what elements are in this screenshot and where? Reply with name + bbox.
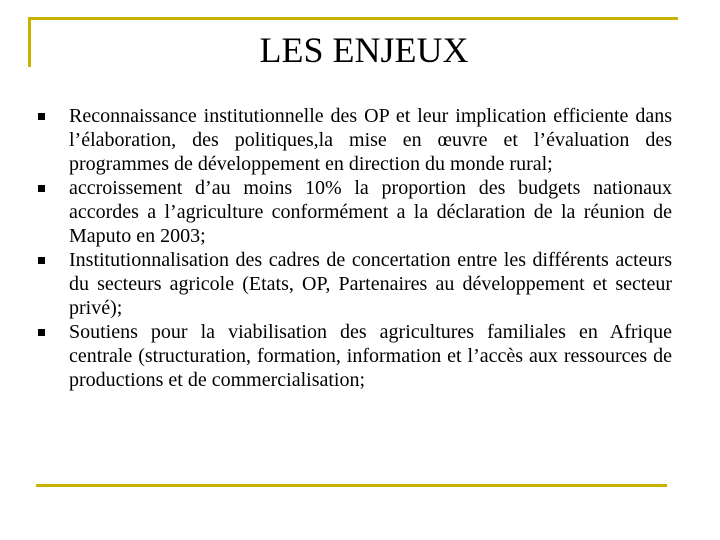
- square-bullet-icon: [38, 329, 45, 336]
- bullet-text: Reconnaissance institutionnelle des OP et leur implication efficiente dans l’élaboration, des politiques,la mise en œuvre et l’évaluation des programmes de développement en direction du monde rural;: [69, 105, 672, 175]
- bullet-item: [38, 104, 672, 176]
- bullet-text: Institutionnalisation des cadres de concertation entre les différents acteurs du secteurs agricole (Etats, OP, Partenaires au développement et secteur privé);: [69, 249, 672, 319]
- square-bullet-icon: [38, 185, 45, 192]
- bullet-list: [38, 104, 672, 392]
- bullet-item: [38, 176, 672, 248]
- slide-title: LES ENJEUX: [259, 30, 469, 70]
- square-bullet-icon: [38, 113, 45, 120]
- bullet-text: accroissement d’au moins 10% la proportion des budgets nationaux accordes a l’agriculture conformément a la déclaration de la réunion de Maputo en 2003;: [69, 177, 672, 247]
- frame-top-rule: [28, 17, 678, 20]
- bullet-text: Soutiens pour la viabilisation des agricultures familiales en Afrique centrale (structuration, formation, information et l’accès aux ressources de productions et de commercialisation;: [69, 321, 672, 391]
- frame-bottom-rule: [36, 484, 667, 487]
- bullet-item: [38, 248, 672, 320]
- bullet-item: [38, 320, 672, 392]
- square-bullet-icon: [38, 257, 45, 264]
